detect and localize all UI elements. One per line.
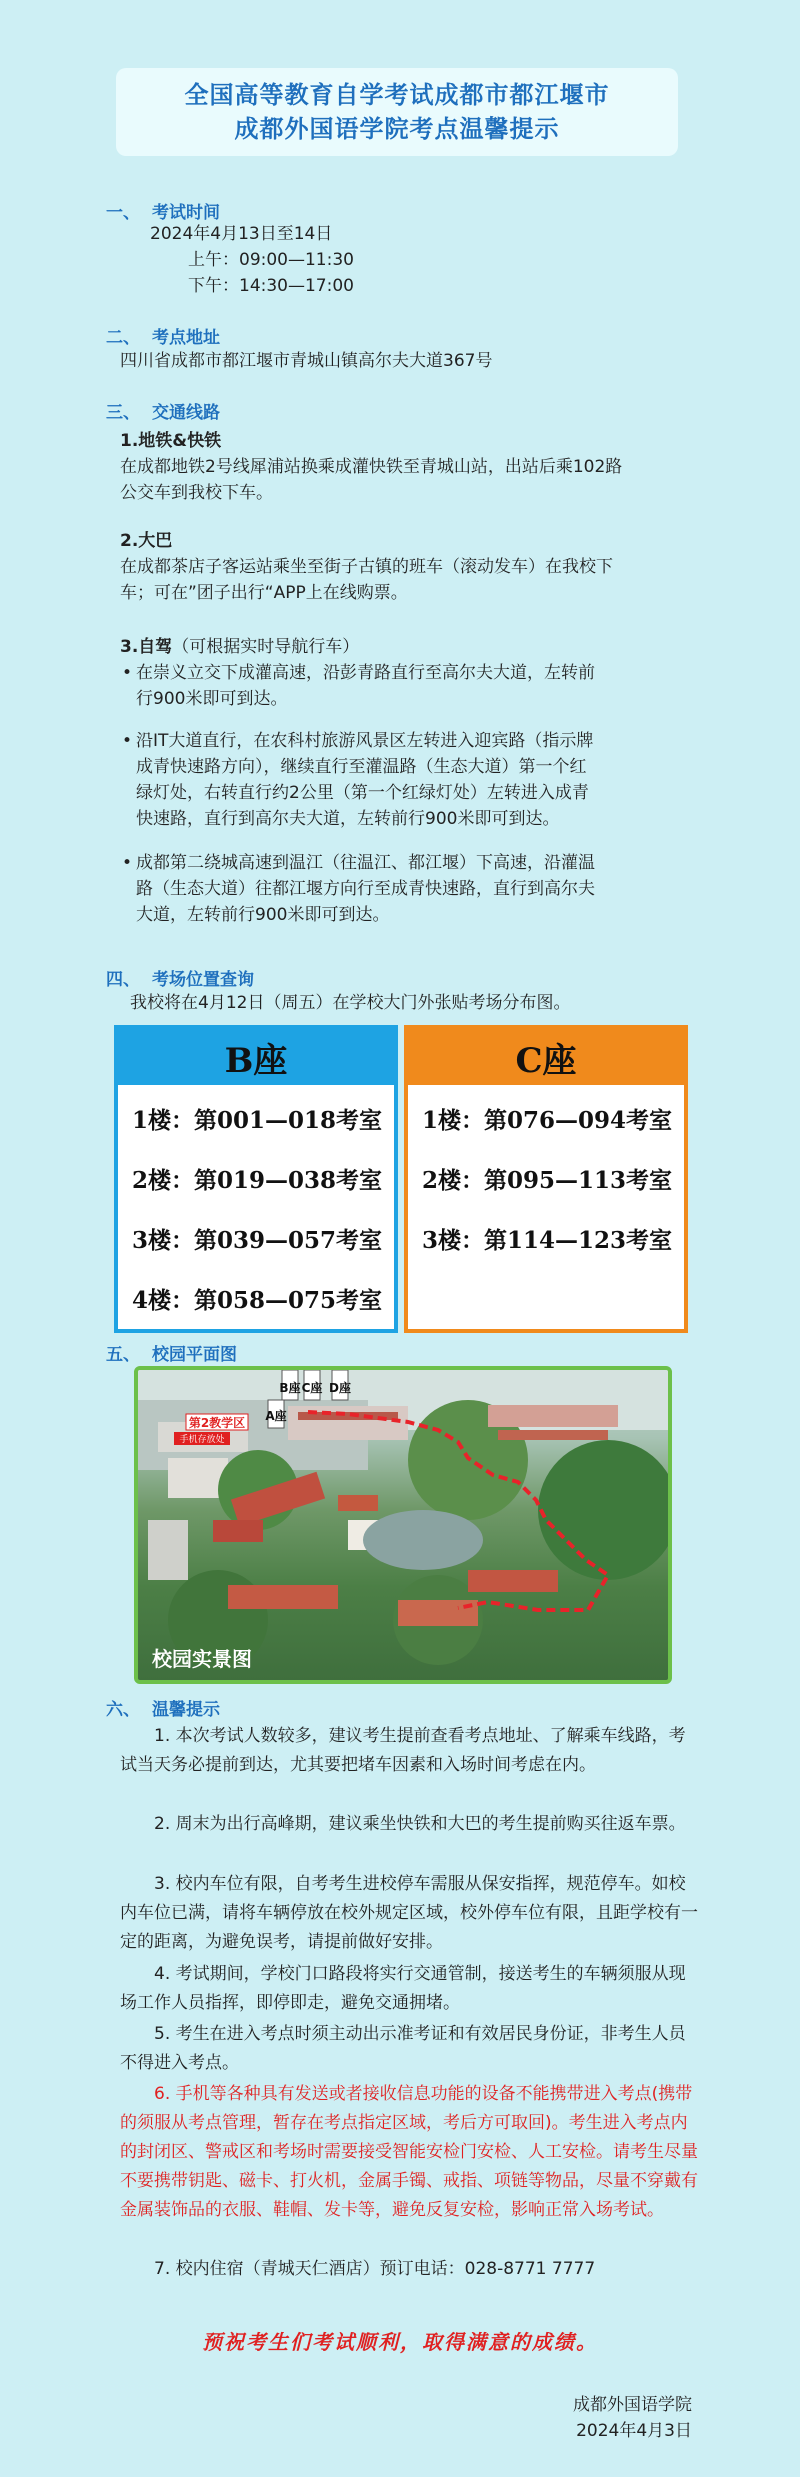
campus-photo xyxy=(134,1366,672,1684)
section-6-heading xyxy=(106,1695,220,1720)
seat-row-c-1: 1楼：第076—094考室 xyxy=(422,1107,673,1134)
seat-row-b-3: 3楼：第039—057考室 xyxy=(132,1227,383,1254)
section-3-number: 三、 xyxy=(106,403,140,423)
drive-route-3-line-2: 路（生态大道）往都江堰方向行至成青快速路，直行到高尔夫 xyxy=(136,879,595,899)
section-2-title: 考点地址 xyxy=(152,328,220,348)
tip-3: 3. 校内车位有限，自考考生进校停车需服从保安指挥，规范停车。如校内车位已满，请将车辆停放在校外规定区域，校外停车位有限，且距学校有一定的距离，为避免误考，请提前做好安排。 xyxy=(120,1874,698,1952)
tip-1: 1. 本次考试人数较多，建议考生提前查看考点地址、了解乘车线路，考试当天务必提前到达，尤其要把堵车因素和入场时间考虑在内。 xyxy=(120,1726,686,1775)
seat-row-c-3: 3楼：第114—123考室 xyxy=(422,1227,673,1254)
drive-route-2 xyxy=(122,728,696,832)
route-bus-line-1: 在成都茶店子客运站乘坐至街子古镇的班车（滚动发车）在我校下 xyxy=(120,557,613,577)
bullet-icon: • xyxy=(122,663,133,683)
campus-aerial-illustration xyxy=(138,1370,668,1680)
seat-table-c-title: C座 xyxy=(408,1029,684,1085)
section-3-title: 交通线路 xyxy=(152,403,220,423)
drive-route-3 xyxy=(122,850,696,928)
map-block-b: B座 xyxy=(279,1381,301,1395)
title-line-1: 全国高等教育自学考试成都市都江堰市 xyxy=(184,81,610,109)
drive-route-2-line-2: 成青快速路方向），继续直行至灌温路（生态大道）第一个红 xyxy=(136,757,587,777)
bullet-icon: • xyxy=(122,853,133,873)
route-metro-title: 1.地铁&快铁 xyxy=(120,431,222,451)
section-4-title: 考场位置查询 xyxy=(152,970,254,990)
tip-6-warning: 6. 手机等各种具有发送或者接收信息功能的设备不能携带进入考点(携带的须服从考点管理，暂存在考点指定区域，考后方可取回)。考生进入考点内的封闭区、警戒区和考场时需要接受智能安检门安检、人工安检。请考生尽量不要携带钥匙、磁卡、打火机，金属手镯、戒指、项链等物品，尽量不穿戴有金属装饰品的衣服、鞋帽、发卡等，避免反复安检，影响正常入场考试。 xyxy=(120,2084,698,2220)
drive-route-3-line-3: 大道，左转前行900米即可到达。 xyxy=(136,905,390,925)
drive-route-1 xyxy=(122,660,696,712)
route-bus-title: 2.大巴 xyxy=(120,531,173,551)
seat-row-b-1: 1楼：第001—018考室 xyxy=(132,1107,383,1134)
section-5-heading xyxy=(106,1340,237,1365)
tip-5: 5. 考生在进入考点时须主动出示准考证和有效居民身份证，非考生人员不得进入考点。 xyxy=(120,2024,686,2073)
map-caption: 校园实景图 xyxy=(152,1647,252,1671)
map-block-c: C座 xyxy=(301,1381,323,1395)
map-block-a: A座 xyxy=(265,1409,287,1423)
tip-4: 4. 考试期间，学校门口路段将实行交通管制，接送考生的车辆须服从现场工作人员指挥，即停即走，避免交通拥堵。 xyxy=(120,1964,686,2013)
section-6-title: 温馨提示 xyxy=(152,1700,220,1720)
closing-wish: 预祝考生们考试顺利，取得满意的成绩。 xyxy=(202,2330,598,2354)
bullet-icon: • xyxy=(122,731,133,751)
map-block-d: D座 xyxy=(329,1381,351,1395)
section-3-heading xyxy=(106,398,220,423)
section-6-number: 六、 xyxy=(106,1700,140,1720)
title-box xyxy=(116,68,678,156)
route-bus-line-2: 车；可在”团子出行“APP上在线购票。 xyxy=(120,583,408,603)
route-metro-line-2: 公交车到我校下车。 xyxy=(120,483,273,503)
seat-table-b xyxy=(114,1025,398,1333)
section-2-number: 二、 xyxy=(106,328,140,348)
map-zone-label: 第2教学区 xyxy=(188,1416,246,1430)
route-drive-heading xyxy=(120,634,698,660)
tip-2: 2. 周末为出行高峰期，建议乘坐快铁和大巴的考生提前购买往返车票。 xyxy=(154,1814,686,1834)
route-drive-title: 3.自驾 xyxy=(120,637,173,657)
seat-table-c xyxy=(404,1025,688,1333)
title-line-2: 成都外国语学院考点温馨提示 xyxy=(234,115,560,143)
route-metro-line-1: 在成都地铁2号线犀浦站换乘成灌快铁至青城山站，出站后乘102路 xyxy=(120,457,623,477)
section-2-heading xyxy=(106,323,220,348)
signature-date: 2024年4月3日 xyxy=(576,2421,692,2441)
section-5-number: 五、 xyxy=(106,1345,140,1365)
map-phone-storage-label: 手机存放处 xyxy=(179,1435,225,1445)
route-bus xyxy=(120,528,698,606)
section-1-title: 考试时间 xyxy=(152,203,220,223)
drive-route-1-line-1: 在崇义立交下成灌高速，沿彭青路直行至高尔夫大道，左转前 xyxy=(136,663,595,683)
seat-row-c-2: 2楼：第095—113考室 xyxy=(422,1167,673,1194)
section-4-heading xyxy=(106,965,254,990)
exam-time-pm: 下午：14:30—17:00 xyxy=(188,276,354,296)
drive-route-1-line-2: 行900米即可到达。 xyxy=(136,689,288,709)
drive-route-2-line-1: 沿IT大道直行，在农科村旅游风景区左转进入迎宾路（指示牌 xyxy=(136,731,594,751)
drive-route-2-line-3: 绿灯处，右转直行约2公里（第一个红绿灯处）左转进入成青 xyxy=(136,783,589,803)
exam-address: 四川省成都市都江堰市青城山镇高尔夫大道367号 xyxy=(120,351,493,371)
section-4-number: 四、 xyxy=(106,970,140,990)
seat-row-b-4: 4楼：第058—075考室 xyxy=(132,1287,383,1314)
seat-table-b-title: B座 xyxy=(118,1029,394,1085)
route-drive-note: （可根据实时导航行车） xyxy=(172,637,360,657)
section-5-title: 校园平面图 xyxy=(152,1345,237,1365)
section-1-heading xyxy=(106,198,220,223)
section-1-number: 一、 xyxy=(106,203,140,223)
signature-org: 成都外国语学院 xyxy=(573,2395,692,2415)
exam-time-am: 上午：09:00—11:30 xyxy=(188,250,354,270)
seat-row-b-2: 2楼：第019—038考室 xyxy=(132,1167,383,1194)
drive-route-3-line-1: 成都第二绕城高速到温江（往温江、都江堰）下高速，沿灌温 xyxy=(136,853,595,873)
exam-date: 2024年4月13日至14日 xyxy=(150,224,333,244)
seat-notice: 我校将在4月12日（周五）在学校大门外张贴考场分布图。 xyxy=(130,993,571,1013)
route-metro xyxy=(120,428,698,506)
tip-7: 7. 校内住宿（青城天仁酒店）预订电话：028-8771 7777 xyxy=(154,2259,596,2279)
drive-route-2-line-4: 快速路，直行到高尔夫大道，左转前行900米即可到达。 xyxy=(136,809,560,829)
